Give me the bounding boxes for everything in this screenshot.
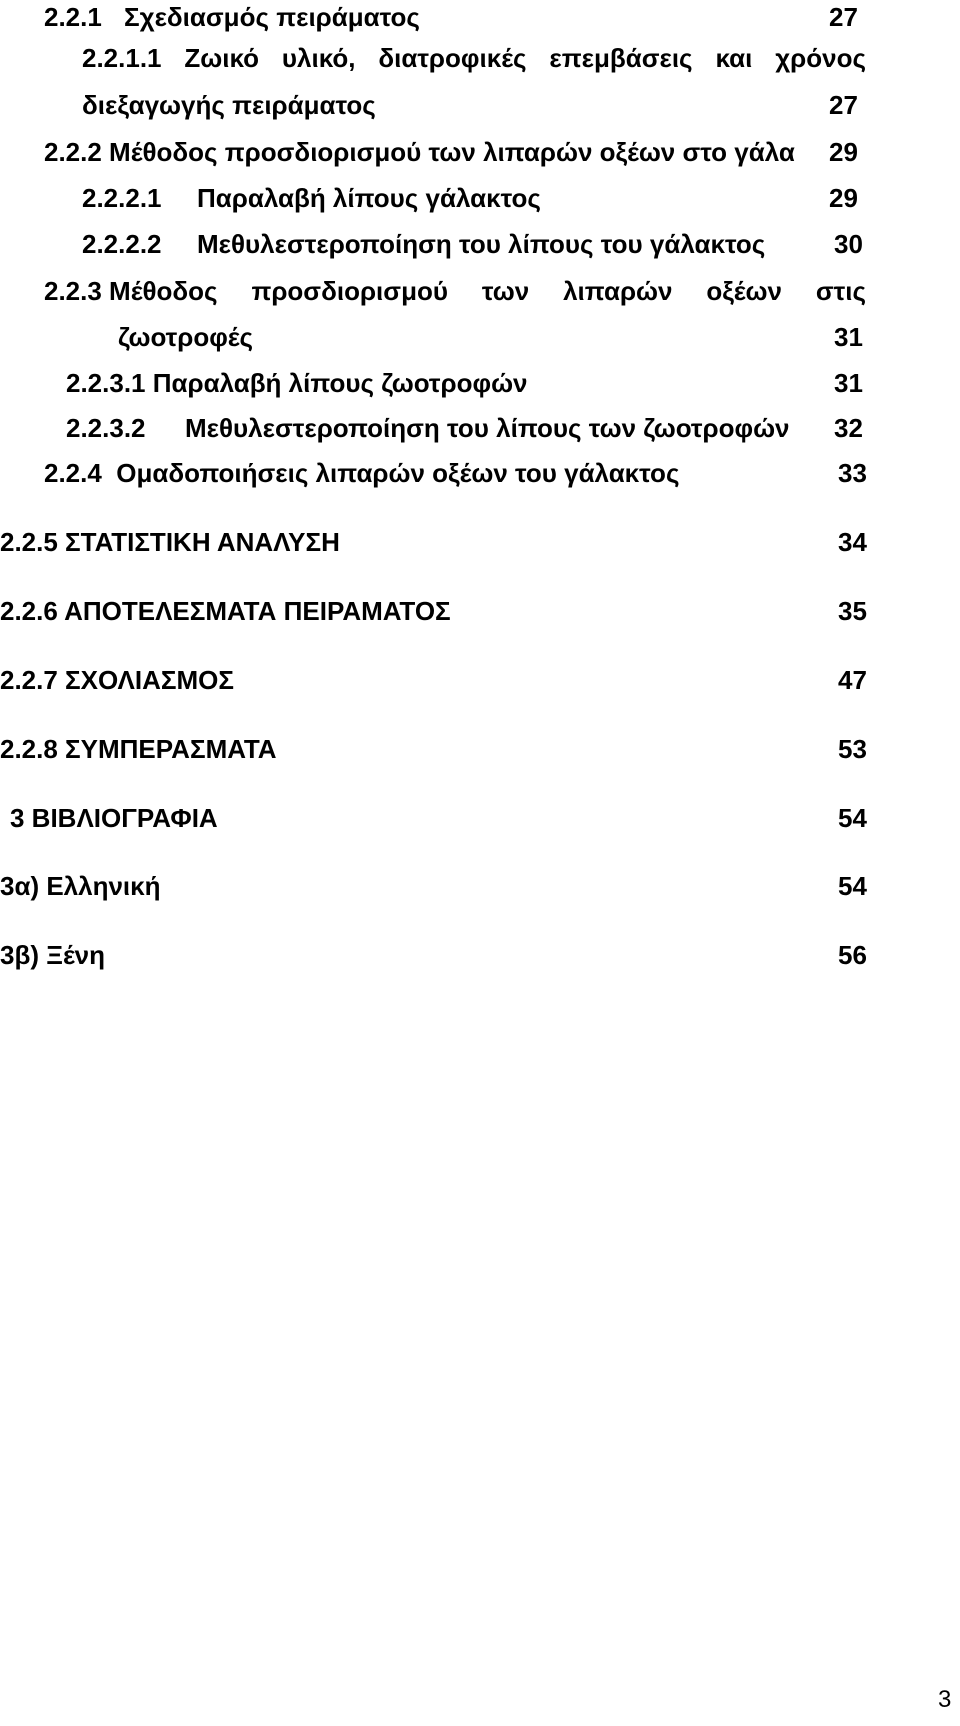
toc-entry-word: επεμβάσεις	[549, 43, 693, 73]
toc-entry-title: 3β) Ξένη	[0, 940, 106, 970]
toc-entry-page: 29	[829, 183, 858, 213]
toc-entry-page: 35	[838, 596, 867, 626]
toc-entry-title: 2.2.3.1 Παραλαβή λίπους ζωοτροφών	[66, 368, 528, 398]
toc-entry-title: 2.2.7 ΣΧΟΛΙΑΣΜΟΣ	[0, 665, 234, 695]
toc-entry-continuation: ζωοτροφές	[118, 322, 254, 352]
toc-entry-page: 31	[834, 322, 863, 352]
toc-entry-title: 2.2.5 ΣΤΑΤΙΣΤΙΚΗ ΑΝΑΛΥΣΗ	[0, 527, 340, 557]
toc-entry-number: 2.2.1.1	[82, 43, 162, 73]
toc-entry-page: 54	[838, 871, 867, 901]
toc-entry-title: 2.2.8 ΣΥΜΠΕΡΑΣΜΑΤΑ	[0, 734, 277, 764]
toc-entry-page: 27	[829, 2, 858, 32]
toc-entry-number: 2.2.2.1	[82, 183, 162, 213]
toc-entry-word: των	[481, 276, 530, 306]
toc-entry-number: 2.2.2.2	[82, 229, 162, 259]
toc-entry-page: 34	[838, 527, 867, 557]
toc-entry-title: Μεθυλεστεροποίηση του λίπους των ζωοτροφών	[185, 413, 790, 443]
toc-entry-continuation: διεξαγωγής πειράματος	[82, 90, 376, 120]
toc-entry-word: υλικό,	[281, 43, 356, 73]
toc-entry-word: οξέων	[706, 276, 782, 306]
toc-entry-word: διατροφικές	[378, 43, 527, 73]
toc-entry-page: 47	[838, 665, 867, 695]
toc-entry-word: προσδιορισμού	[251, 276, 448, 306]
toc-entry-title: Μεθυλεστεροποίηση του λίπους του γάλακτος	[197, 229, 766, 259]
toc-entry-page: 54	[838, 803, 867, 833]
toc-entry-title: Παραλαβή λίπους γάλακτος	[197, 183, 541, 213]
toc-entry-page: 53	[838, 734, 867, 764]
toc-entry-page: 32	[834, 413, 863, 443]
toc-entry-page: 29	[829, 137, 858, 167]
toc-entry-number: 2.2.3.2	[66, 413, 146, 443]
toc-entry-title: 3 ΒΙΒΛΙΟΓΡΑΦΙΑ	[10, 803, 218, 833]
toc-entry-word: στις	[815, 276, 866, 306]
page-number: 3	[938, 1686, 952, 1713]
toc-entry-page: 30	[834, 229, 863, 259]
toc-entry-word: λιπαρών	[563, 276, 673, 306]
toc-entry-word: Ζωικό	[184, 43, 259, 73]
toc-entry-word: και	[715, 43, 753, 73]
toc-entry-justified-line	[44, 276, 866, 306]
toc-entry-number: 2.2.1	[44, 2, 102, 32]
toc-entry-page: 33	[838, 458, 867, 488]
toc-entry-title: 3α) Ελληνική	[0, 871, 161, 901]
toc-entry-title: Σχεδιασμός πειράματος	[124, 2, 420, 32]
toc-entry-title: 2.2.2 Μέθοδος προσδιορισμού των λιπαρών οξέων στο γάλα	[44, 137, 795, 167]
toc-entry-page: 56	[838, 940, 867, 970]
toc-entry-justified-line	[82, 43, 866, 73]
toc-entry-page: 27	[829, 90, 858, 120]
toc-entry-page: 31	[834, 368, 863, 398]
toc-entry-title: 2.2.4 Ομαδοποιήσεις λιπαρών οξέων του γάλακτος	[44, 458, 680, 488]
toc-entry-word: χρόνος	[775, 43, 866, 73]
toc-entry-word: 2.2.3 Μέθοδος	[44, 276, 218, 306]
toc-entry-title: 2.2.6 ΑΠΟΤΕΛΕΣΜΑΤΑ ΠΕΙΡΑΜΑΤΟΣ	[0, 596, 451, 626]
